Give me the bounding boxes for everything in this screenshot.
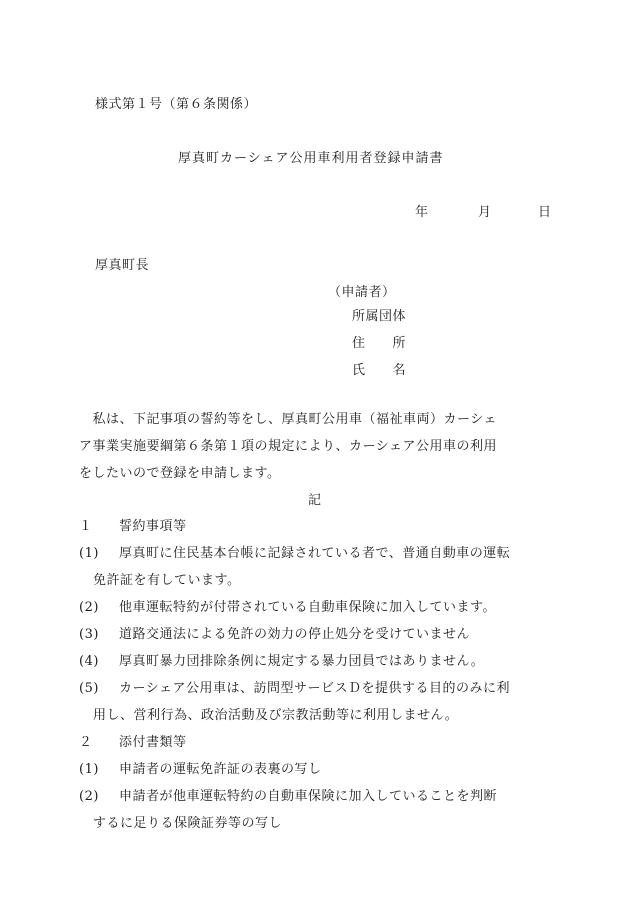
list-item [79, 594, 496, 621]
item-number: (3) [79, 627, 99, 642]
section-title: 誓約事項等 [119, 519, 187, 534]
applicant-org-field: 所属団体 [352, 309, 407, 324]
item-text: 申請者が他車運転特約の自動車保険に加入していることを判断 [119, 789, 498, 804]
section1-heading [79, 513, 187, 540]
item-text: 他車運転特約が付帯されている自動車保険に加入しています。 [119, 600, 496, 615]
list-item [79, 540, 510, 567]
item-text: カーシェア公用車は、訪問型サービスＤを提供する目的のみに利 [119, 681, 510, 696]
item-text: 申請者の運転免許証の表裏の写し [119, 762, 322, 777]
statement-line: をしたいので登録を申請します。 [79, 466, 281, 481]
item-number: (2) [79, 789, 99, 804]
date-month-label: 月 [478, 205, 492, 220]
item-number: (5) [79, 681, 99, 696]
applicant-name-field: 氏 名 [352, 363, 407, 378]
addressee: 厚真町長 [95, 258, 150, 273]
list-item [79, 621, 470, 648]
item-number: (4) [79, 654, 99, 669]
list-item [79, 648, 484, 675]
list-item [79, 783, 497, 810]
list-item [79, 675, 510, 702]
application-statement [79, 406, 554, 487]
ki-heading: 記 [308, 493, 322, 508]
document-title: 厚真町カーシェア公用車利用者登録申請書 [178, 151, 444, 166]
section2-heading [79, 729, 187, 756]
date-year-label: 年 [415, 205, 429, 220]
applicant-address-field: 住 所 [352, 336, 407, 351]
item-text: 厚真町に住民基本台帳に記録されている者で、普通自動車の運転 [119, 546, 511, 561]
statement-line: ア事業実施要綱第６条第１項の規定により、カーシェア公用車の利用 [79, 439, 497, 454]
list-item-continuation: 免許証を有しています。 [93, 573, 241, 588]
item-number: (1) [79, 762, 99, 777]
section-number: ２ [79, 735, 93, 750]
form-number: 様式第１号（第６条関係） [95, 97, 258, 112]
item-text: 道路交通法による免許の効力の停止処分を受けていません [119, 627, 471, 642]
list-item-continuation: 用し、営利行為、政治活動及び宗教活動等に利用しません。 [93, 708, 459, 723]
applicant-label: （申請者） [328, 285, 396, 300]
section-number: １ [79, 519, 93, 534]
list-item-continuation: するに足りる保険証券等の写し [93, 816, 283, 831]
date-day-label: 日 [538, 205, 552, 220]
section-title: 添付書類等 [119, 735, 187, 750]
item-text: 厚真町暴力団排除条例に規定する暴力団員ではありません。 [119, 654, 485, 669]
item-number: (2) [79, 600, 99, 615]
list-item [79, 756, 322, 783]
item-number: (1) [79, 546, 99, 561]
statement-line: 私は、下記事項の誓約等をし、厚真町公用車（福祉車両）カーシェ [79, 412, 497, 427]
